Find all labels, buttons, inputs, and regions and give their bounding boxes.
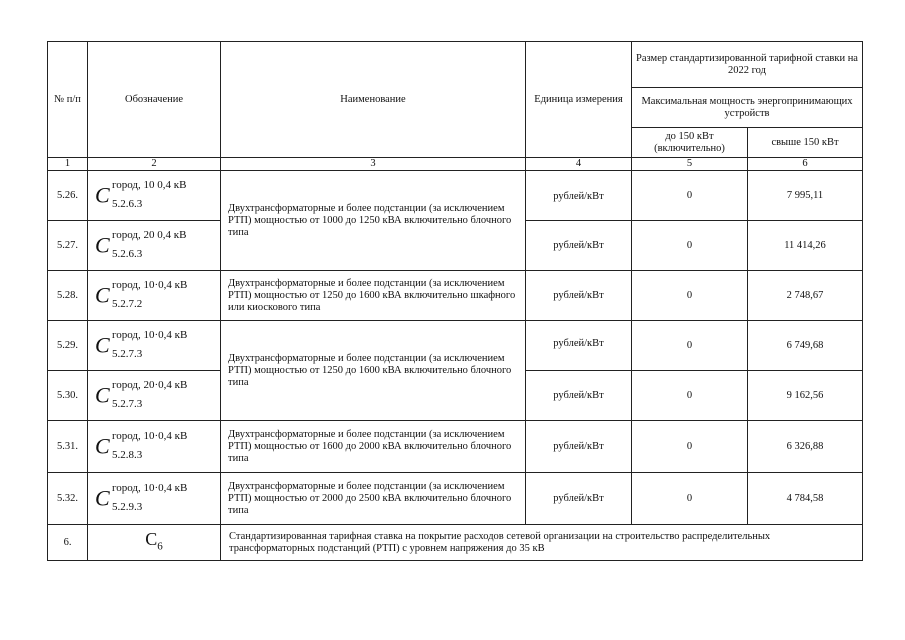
row-value-upto150: 0 bbox=[632, 421, 748, 473]
row-value-over150: 4 784,58 bbox=[748, 473, 863, 525]
row-unit: рублей/кВт bbox=[526, 421, 632, 473]
row-unit: рублей/кВт bbox=[526, 271, 632, 321]
row-value-upto150: 0 bbox=[632, 473, 748, 525]
tariff-subscript: 6 bbox=[157, 540, 163, 553]
tariff-superscript: город, 10·0,4 кВ bbox=[112, 481, 188, 494]
row-designation bbox=[88, 371, 221, 421]
row-name: Двухтрансформаторные и более подстанции (за исключением РТП) мощностью от 1250 до 1600 кВА включительно шкафного или киоскового типа bbox=[221, 271, 526, 321]
row-description: Стандартизированная тарифная ставка на покрытие расходов сетевой организации на строительство распределительных трансформаторных подстанций (РТП) с уровнем напряжения до 35 кВ bbox=[221, 525, 863, 561]
col-number: 1 bbox=[48, 158, 88, 171]
row-value-over150: 11 414,26 bbox=[748, 221, 863, 271]
table-row bbox=[48, 473, 863, 525]
col-number: 3 bbox=[221, 158, 526, 171]
header-designation: Обозначение bbox=[88, 42, 221, 158]
row-number: 5.30. bbox=[48, 371, 88, 421]
header-no: № п/п bbox=[48, 42, 88, 158]
row-value-over150: 6 326,88 bbox=[748, 421, 863, 473]
tariff-symbol: C bbox=[145, 528, 158, 549]
row-unit: рублей/кВт bbox=[526, 371, 632, 421]
row-designation bbox=[88, 525, 221, 561]
row-unit: рублей/кВт bbox=[526, 171, 632, 221]
row-value-over150: 6 749,68 bbox=[748, 321, 863, 371]
tariff-table bbox=[47, 41, 863, 561]
tariff-subscript: 5.2.6.3 bbox=[112, 197, 143, 210]
row-unit: рублей/кВт bbox=[526, 321, 632, 371]
tariff-symbol: C bbox=[95, 182, 110, 208]
tariff-symbol: C bbox=[95, 282, 110, 308]
col-number: 6 bbox=[748, 158, 863, 171]
header-unit: Единица измерения bbox=[526, 42, 632, 158]
row-name: Двухтрансформаторные и более подстанции (за исключением РТП) мощностью от 1600 до 2000 кВА включительно блочного типа bbox=[221, 421, 526, 473]
tariff-symbol: C bbox=[95, 382, 110, 408]
row-value-upto150: 0 bbox=[632, 271, 748, 321]
tariff-superscript: город, 10 0,4 кВ bbox=[112, 178, 187, 191]
column-numbers-row bbox=[48, 158, 863, 171]
table-row-final bbox=[48, 525, 863, 561]
tariff-superscript: город, 20 0,4 кВ bbox=[112, 228, 187, 241]
table-row bbox=[48, 271, 863, 321]
col-number: 2 bbox=[88, 158, 221, 171]
header-over150: свыше 150 кВт bbox=[748, 128, 863, 158]
tariff-symbol: C bbox=[95, 433, 110, 459]
row-value-over150: 2 748,67 bbox=[748, 271, 863, 321]
tariff-superscript: город, 10·0,4 кВ bbox=[112, 278, 188, 291]
row-value-upto150: 0 bbox=[632, 221, 748, 271]
row-value-upto150: 0 bbox=[632, 171, 748, 221]
tariff-subscript: 5.2.7.3 bbox=[112, 397, 143, 410]
header-upto150: до 150 кВт (включительно) bbox=[632, 128, 748, 158]
row-value-over150: 9 162,56 bbox=[748, 371, 863, 421]
tariff-subscript: 5.2.8.3 bbox=[112, 448, 143, 461]
row-number: 5.27. bbox=[48, 221, 88, 271]
table-row bbox=[48, 421, 863, 473]
tariff-symbol: C bbox=[95, 232, 110, 258]
header-power-group: Максимальная мощность энергопринимающих устройств bbox=[632, 88, 863, 128]
row-value-over150: 7 995,11 bbox=[748, 171, 863, 221]
row-designation bbox=[88, 473, 221, 525]
tariff-superscript: город, 20·0,4 кВ bbox=[112, 378, 188, 391]
row-number: 5.29. bbox=[48, 321, 88, 371]
row-name: Двухтрансформаторные и более подстанции (за исключением РТП) мощностью от 2000 до 2500 кВА включительно блочного типа bbox=[221, 473, 526, 525]
row-number: 5.26. bbox=[48, 171, 88, 221]
tariff-subscript: 5.2.6.3 bbox=[112, 247, 143, 260]
col-number: 4 bbox=[526, 158, 632, 171]
tariff-subscript: 5.2.7.2 bbox=[112, 297, 143, 310]
row-designation bbox=[88, 421, 221, 473]
table-row bbox=[48, 321, 863, 371]
row-name: Двухтрансформаторные и более подстанции (за исключением РТП) мощностью от 1250 до 1600 кВА включительно блочного типа bbox=[221, 321, 526, 421]
row-value-upto150: 0 bbox=[632, 371, 748, 421]
row-value-upto150: 0 bbox=[632, 321, 748, 371]
row-number: 5.32. bbox=[48, 473, 88, 525]
tariff-subscript: 5.2.9.3 bbox=[112, 500, 143, 513]
row-number: 5.28. bbox=[48, 271, 88, 321]
tariff-superscript: город, 10·0,4 кВ bbox=[112, 328, 188, 341]
row-designation bbox=[88, 321, 221, 371]
table-row bbox=[48, 171, 863, 221]
row-unit: рублей/кВт bbox=[526, 473, 632, 525]
row-name: Двухтрансформаторные и более подстанции (за исключением РТП) мощностью от 1000 до 1250 кВА включительно блочного типа bbox=[221, 171, 526, 271]
row-number: 5.31. bbox=[48, 421, 88, 473]
tariff-symbol: C bbox=[95, 485, 110, 511]
header-rate-group: Размер стандартизированной тарифной ставки на 2022 год bbox=[632, 42, 863, 88]
row-designation bbox=[88, 171, 221, 221]
row-unit: рублей/кВт bbox=[526, 221, 632, 271]
row-designation bbox=[88, 271, 221, 321]
tariff-symbol: C bbox=[95, 332, 110, 358]
row-designation bbox=[88, 221, 221, 271]
header-name: Наименование bbox=[221, 42, 526, 158]
tariff-subscript: 5.2.7.3 bbox=[112, 347, 143, 360]
row-number: 6. bbox=[48, 525, 88, 561]
tariff-superscript: город, 10·0,4 кВ bbox=[112, 429, 188, 442]
col-number: 5 bbox=[632, 158, 748, 171]
